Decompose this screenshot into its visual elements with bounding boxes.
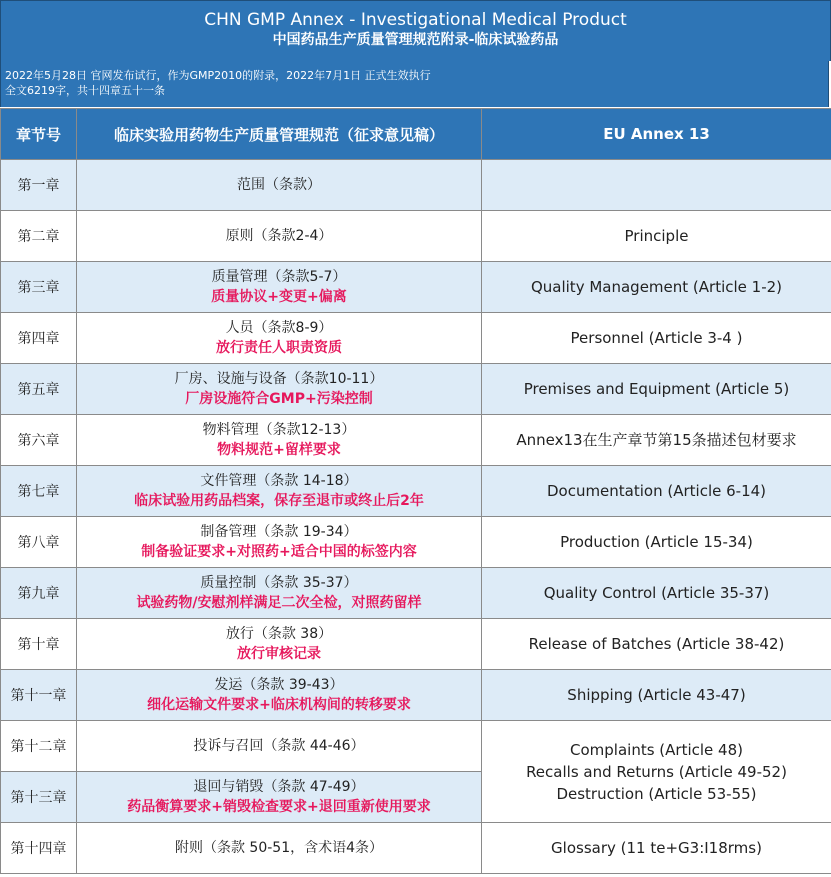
cn-title: 文件管理（条款 14-18） — [200, 473, 358, 489]
chapter-cell: 第六章 — [1, 415, 77, 466]
eu-recalls: Recalls and Returns (Article 49-52) — [526, 762, 787, 781]
chapter-cell: 第十二章 — [1, 721, 77, 772]
cn-title: 质量控制（条款 35-37） — [200, 575, 358, 591]
table-row — [1, 313, 831, 364]
table-row — [1, 160, 831, 211]
info-bar — [0, 61, 829, 107]
table-row — [1, 670, 831, 721]
chapter-cell: 第四章 — [1, 313, 77, 364]
cn-title: 制备管理（条款 19-34） — [200, 524, 358, 540]
cn-title: 发运（条款 39-43） — [214, 677, 344, 693]
column-header-chapter: 章节号 — [1, 109, 77, 160]
info-line-1: 2022年5月28日 官网发布试行，作为GMP2010的附录，2022年7月1日 正式生效执行 — [5, 69, 431, 82]
cn-title: 范围（条款） — [237, 177, 321, 193]
chapter-cell: 第九章 — [1, 568, 77, 619]
table-row — [1, 415, 831, 466]
comparison-table — [0, 108, 831, 874]
cn-note: 试验药物/安慰剂样满足二次全检，对照药留样 — [136, 595, 422, 611]
cn-note: 临床试验用药品档案，保存至退市或终止后2年 — [134, 493, 424, 509]
cn-note: 放行责任人职责资质 — [216, 340, 342, 356]
cn-title: 附则（条款 50-51，含术语4条） — [174, 840, 384, 856]
cn-cell — [77, 313, 482, 364]
cn-cell — [77, 160, 482, 211]
column-header-eu: EU Annex 13 — [482, 109, 831, 160]
chapter-cell: 第十四章 — [1, 823, 77, 874]
cn-cell — [77, 517, 482, 568]
cn-cell — [77, 568, 482, 619]
eu-cell: Principle — [482, 211, 831, 262]
table-row — [1, 721, 831, 772]
title-en: CHN GMP Annex - Investigational Medical Product — [204, 10, 627, 30]
column-header-cn: 临床实验用药物生产质量管理规范（征求意见稿） — [77, 109, 482, 160]
cn-title: 质量管理（条款5-7） — [211, 269, 347, 285]
cn-cell — [77, 670, 482, 721]
cn-cell — [77, 262, 482, 313]
cn-cell — [77, 772, 482, 823]
table-row — [1, 364, 831, 415]
chapter-cell: 第十三章 — [1, 772, 77, 823]
cn-title: 退回与销毁（条款 47-49） — [193, 779, 365, 795]
info-line-2: 全文6219字，共十四章五十一条 — [5, 84, 165, 97]
cn-title: 投诉与召回（条款 44-46） — [193, 738, 365, 754]
cn-cell — [77, 619, 482, 670]
chapter-cell: 第一章 — [1, 160, 77, 211]
eu-destruction: Destruction (Article 53-55) — [556, 784, 757, 803]
chapter-cell: 第五章 — [1, 364, 77, 415]
table-row — [1, 823, 831, 874]
eu-cell: Premises and Equipment (Article 5) — [482, 364, 831, 415]
table-row — [1, 262, 831, 313]
cn-title: 厂房、设施与设备（条款10-11） — [174, 371, 384, 387]
cn-title: 人员（条款8-9） — [225, 320, 333, 336]
eu-cell: Release of Batches (Article 38-42) — [482, 619, 831, 670]
cn-note: 物料规范+留样要求 — [217, 442, 341, 458]
cn-note: 质量协议+变更+偏离 — [211, 289, 347, 305]
cn-title: 原则（条款2-4） — [225, 228, 333, 244]
table-row — [1, 211, 831, 262]
eu-complaints: Complaints (Article 48) — [570, 740, 743, 759]
chapter-cell: 第十章 — [1, 619, 77, 670]
cn-note: 制备验证要求+对照药+适合中国的标签内容 — [141, 544, 417, 560]
eu-cell: Shipping (Article 43-47) — [482, 670, 831, 721]
cn-title: 放行（条款 38） — [225, 626, 333, 642]
table-row — [1, 517, 831, 568]
eu-cell: Personnel (Article 3-4 ) — [482, 313, 831, 364]
eu-cell: Annex13在生产章节第15条描述包材要求 — [482, 415, 831, 466]
eu-cell: Glossary (11 te+G3:I18rms) — [482, 823, 831, 874]
cn-cell — [77, 364, 482, 415]
eu-cell: Production (Article 15-34) — [482, 517, 831, 568]
cn-title: 物料管理（条款12-13） — [202, 422, 356, 438]
eu-cell-merged — [482, 721, 831, 823]
chapter-cell: 第八章 — [1, 517, 77, 568]
cn-cell — [77, 721, 482, 772]
cn-note: 细化运输文件要求+临床机构间的转移要求 — [147, 697, 411, 713]
cn-note: 放行审核记录 — [237, 646, 321, 662]
chapter-cell: 第三章 — [1, 262, 77, 313]
title-cn: 中国药品生产质量管理规范附录-临床试验药品 — [272, 32, 559, 48]
chapter-cell: 第二章 — [1, 211, 77, 262]
eu-cell: Quality Management (Article 1-2) — [482, 262, 831, 313]
table-header-row — [1, 109, 831, 160]
eu-cell: Documentation (Article 6-14) — [482, 466, 831, 517]
cn-cell — [77, 211, 482, 262]
chapter-cell: 第十一章 — [1, 670, 77, 721]
cn-cell — [77, 823, 482, 874]
cn-note: 药品衡算要求+销毁检查要求+退回重新使用要求 — [127, 799, 431, 815]
cn-cell — [77, 415, 482, 466]
cn-note: 厂房设施符合GMP+污染控制 — [185, 391, 373, 407]
cn-cell — [77, 466, 482, 517]
table-row — [1, 619, 831, 670]
eu-cell: Quality Control (Article 35-37) — [482, 568, 831, 619]
eu-cell — [482, 160, 831, 211]
title-bar — [0, 0, 831, 61]
chapter-cell: 第七章 — [1, 466, 77, 517]
table-row — [1, 466, 831, 517]
table-row — [1, 568, 831, 619]
